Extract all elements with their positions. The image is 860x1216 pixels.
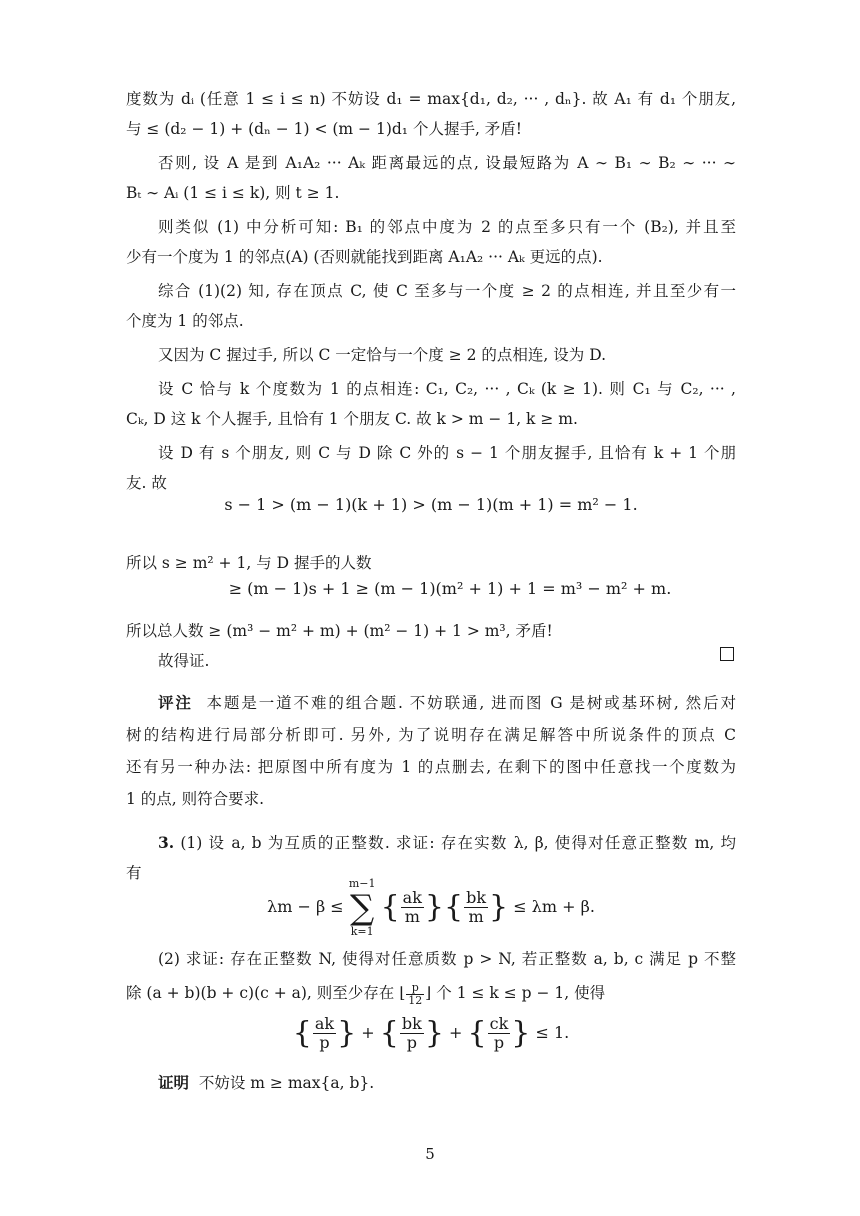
left-brace: { [443,889,464,925]
denominator: p [406,1033,417,1052]
denominator: 12 [408,993,423,1007]
left-brace: { [379,1015,399,1051]
right-brace: } [489,889,509,925]
text-line: 还有另一种办法: 把原图中所有度为 1 的点删去, 在剩下的图中任意找一个度数为 [126,758,736,776]
display-equation-2 [200,574,700,604]
numerator: ak [314,1014,335,1033]
problem-text: (1) 设 a, b 为互质的正整数. 求证: 存在实数 λ, β, 使得对任意正整数 m, 均 [180,834,736,852]
text-line: 则类似 (1) 中分析可知: B₁ 的邻点中度为 2 的点至多只有一个 (B₂), 并且至 [158,218,736,236]
text-line: (2) 求证: 存在正整数 N, 使得对任意质数 p > N, 若正整数 a, b, c 满足 p 不整 [158,950,736,968]
text-line: 设 D 有 s 个朋友, 则 C 与 D 除 C 外的 s − 1 个朋友握手, 且恰有 k + 1 个朋 [158,444,736,462]
text-line: 又因为 C 握过手, 所以 C 一定恰与一个度 ≥ 2 的点相连, 设为 D. [158,346,606,364]
plus-sign: + [449,1023,463,1042]
text-line: 1 的点, 则符合要求. [126,790,265,808]
ineq2-right: ≤ 1. [535,1023,570,1042]
denominator: p [493,1033,505,1052]
fraction [400,1015,424,1052]
fraction [313,1015,336,1052]
denominator: m [404,907,420,926]
fraction [464,889,488,926]
text-line: 故得证. [158,652,210,670]
right-brace: } [424,889,444,925]
inequality-2 [126,1008,736,1058]
remark-paragraph [158,688,736,718]
numerator: p [406,982,424,995]
text-line: 设 C 恰与 k 个度数为 1 的点相连: C₁, C₂, ··· , Cₖ (k ≥ 1). 则 C₁ 与 C₂, ··· , [158,380,736,398]
plus-sign: + [361,1023,375,1042]
equation-text: s − 1 > (m − 1)(k + 1) > (m − 1)(m + 1) = m² − 1. [224,495,638,514]
sigma-icon: ∑ [350,887,375,928]
denominator: m [468,907,484,926]
left-brace: { [380,889,400,925]
problem-3-statement [158,828,736,858]
text-line: 所以总人数 ≥ (m³ − m² + m) + (m² − 1) + 1 > m³, 矛盾! [126,622,553,640]
proof-label: 证明 [158,1073,190,1092]
text-line: Cₖ, D 这 k 个人握手, 且恰有 1 个朋友 C. 故 k > m − 1, k ≥ m. [126,410,578,428]
equation-text: ≥ (m − 1)s + 1 ≥ (m − 1)(m² + 1) + 1 = m³ − m² + m. [228,579,672,598]
text-line: Bₜ ∼ Aᵢ (1 ≤ i ≤ k), 则 t ≥ 1. [126,184,340,202]
remark-text: 本题是一道不难的组合题. 不妨联通, 进而图 G 是树或基环树, 然后对 [206,694,736,712]
qed-square-icon [720,647,734,661]
denominator: p [319,1033,330,1052]
text-line: 少有一个度为 1 的邻点(A) (否则就能找到距离 A₁A₂ ··· Aₖ 更远的点). [126,248,603,266]
floor-bracket-right: ⌋ [425,984,432,1002]
text-line: 个度为 1 的邻点. [126,312,244,330]
text-segment: 除 (a + b)(b + c)(c + a), 则至少存在 [126,984,395,1002]
left-brace: { [467,1015,487,1051]
problem-3-part-2-line [126,976,736,1010]
numerator: ck [489,1014,509,1033]
text-line: 有 [126,864,142,882]
ineq1-right: ≤ λm + β. [513,897,595,916]
floor-bracket-left: ⌊ [399,984,406,1002]
right-brace: } [511,1015,531,1051]
summation [349,877,376,939]
fraction [406,982,424,1007]
numerator: bk [466,888,487,907]
sum-lower: k=1 [350,924,374,938]
text-segment: 个 1 ≤ k ≤ p − 1, 使得 [436,984,606,1002]
left-brace: { [292,1015,312,1051]
ineq1-left: λm − β ≤ [267,897,344,916]
problem-number: 3. [158,833,175,852]
text-line: 友. 故 [126,474,167,492]
sum-upper: m−1 [348,876,376,890]
right-brace: } [424,1015,444,1051]
text-line: 所以 s ≥ m² + 1, 与 D 握手的人数 [126,554,372,572]
display-equation-1 [126,490,736,520]
numerator: ak [402,888,422,907]
text-line: 综合 (1)(2) 知, 存在顶点 C, 使 C 至多与一个度 ≥ 2 的点相连, 并且至少有一 [158,282,736,300]
text-line: 与 ≤ (d₂ − 1) + (dₙ − 1) < (m − 1)d₁ 个人握手, 矛盾! [126,120,523,138]
remark-label: 评注 [158,693,193,712]
page-number: 5 [425,1145,435,1163]
text-line: 度数为 dᵢ (任意 1 ≤ i ≤ n) 不妨设 d₁ = max{d₁, d₂, ··· , dₙ}. 故 A₁ 有 d₁ 个朋友, [126,90,736,108]
text-line: 否则, 设 A 是到 A₁A₂ ··· Aₖ 距离最远的点, 设最短路为 A ∼ B₁ ∼ B₂ ∼ ··· ∼ [158,154,736,172]
fraction [488,1015,511,1052]
proof-text: 不妨设 m ≥ max{a, b}. [198,1074,375,1092]
proof-paragraph [158,1068,736,1098]
inequality-1 [126,876,736,938]
right-brace: } [337,1015,357,1051]
fraction [401,889,424,926]
numerator: bk [401,1014,422,1033]
text-line: 树的结构进行局部分析即可. 另外, 为了说明存在满足解答中所说条件的顶点 C [126,726,736,744]
